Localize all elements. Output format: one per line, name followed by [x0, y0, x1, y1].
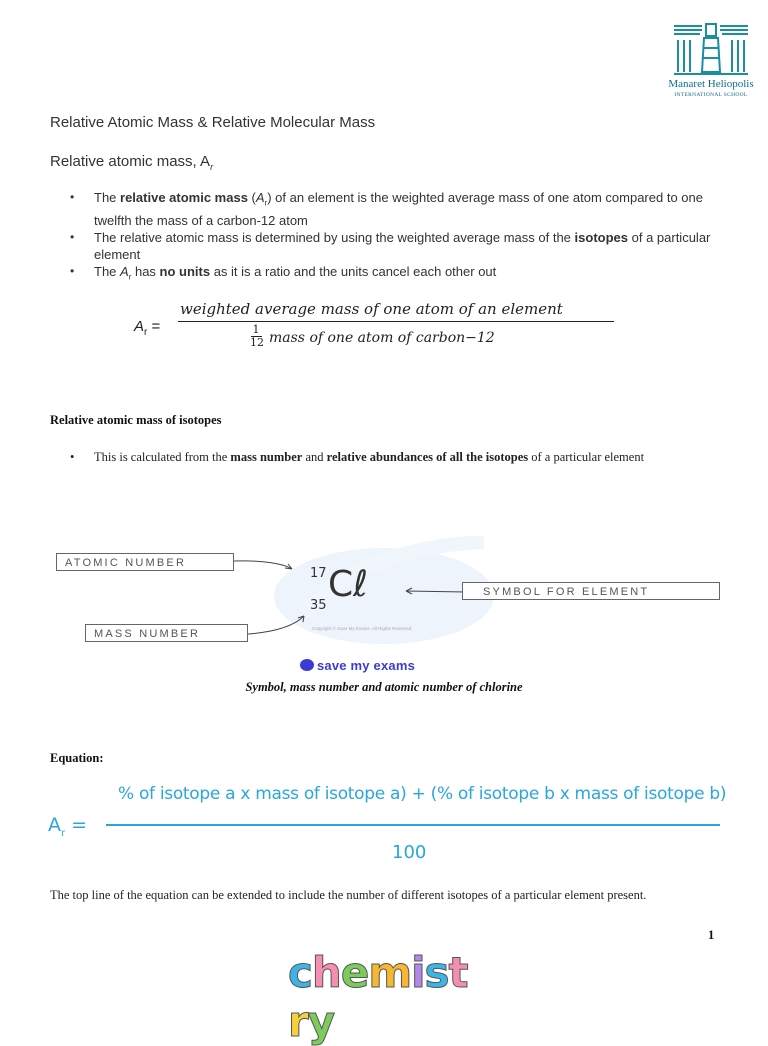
logo-letter: m — [368, 948, 412, 997]
bullet-list-definitions — [94, 189, 734, 285]
logo-letter: r — [288, 997, 308, 1046]
formula-numerator: weighted average mass of one atom of an element — [180, 300, 563, 318]
figure-caption: Symbol, mass number and atomic number of chlorine — [245, 680, 523, 694]
relative-atomic-mass-formula — [134, 296, 634, 358]
explanation-paragraph: The top line of the equation can be extended to include the number of different isotopes of a particular element present. — [50, 888, 647, 902]
bullet-list-isotopes — [94, 448, 734, 467]
atomic-number-value: 17 — [310, 566, 327, 581]
section-heading-relative-atomic-mass: Relative atomic mass, $A_r$ — [50, 153, 214, 172]
equation-heading: Equation: — [50, 751, 104, 765]
school-logo — [668, 18, 754, 102]
symbol-tag: SYMBOL FOR ELEMENT — [462, 582, 720, 600]
list-item: • The relative atomic mass is determined by using the weighted average mass of the isotopes of a particular element — [94, 229, 734, 263]
atomic-number-tag: ATOMIC NUMBER — [56, 553, 234, 571]
mass-number-tag: MASS NUMBER — [85, 624, 248, 642]
logo-letter: h — [311, 948, 341, 997]
lighthouse-icon — [668, 18, 754, 78]
equation-numerator: % of isotope a x mass of isotope a) + (% of isotope b x mass of isotope b) — [118, 784, 727, 804]
section-heading-isotopes: Relative atomic mass of isotopes — [50, 413, 222, 427]
formula-lhs: $A_r$ = — [134, 318, 161, 338]
logo-letter: e — [340, 948, 369, 997]
school-subtitle: INTERNATIONAL SCHOOL — [674, 92, 748, 98]
logo-letter: c — [288, 948, 312, 997]
one-twelfth: 1 12 — [250, 323, 264, 349]
brand-mark-icon — [300, 659, 314, 671]
element-symbol: Cℓ — [328, 564, 369, 605]
school-name: Manaret Heliopolis — [668, 78, 754, 90]
logo-letter: s — [424, 948, 449, 997]
page-title: Relative Atomic Mass & Relative Molecular Mass — [50, 114, 376, 131]
equation-lhs: $A_r$ = — [48, 814, 88, 839]
mass-number-value: 35 — [310, 598, 327, 613]
logo-letter: y — [307, 997, 335, 1046]
copyright-text: Copyright © Save My Exams. All Rights Reserved — [312, 626, 412, 631]
formula-denominator: mass of one atom of carbon−12 — [269, 330, 495, 346]
list-item: • The $A_r$ has no units as it is a ratio and the units cancel each other out — [94, 263, 734, 286]
isotope-equation — [44, 780, 727, 866]
save-my-exams-logo: save my exams — [300, 658, 415, 673]
fraction-bar — [178, 321, 614, 322]
chemistry-logo — [288, 948, 480, 1046]
page-number: 1 — [708, 928, 715, 942]
logo-letter: t — [448, 948, 468, 997]
list-item: • The relative atomic mass $(A_r)$ of an element is the weighted average mass of one atom compared to one twelfth the mass of a carbon-12 atom — [94, 189, 734, 229]
equation-fraction-bar — [106, 824, 720, 826]
small-fraction-bar — [251, 336, 262, 337]
equation-denominator: 100 — [392, 842, 427, 863]
logo-letter: i — [411, 948, 425, 997]
list-item: • This is calculated from the mass number and relative abundances of all the isotopes of a particular element — [94, 448, 734, 467]
chlorine-symbol-diagram — [54, 536, 724, 676]
